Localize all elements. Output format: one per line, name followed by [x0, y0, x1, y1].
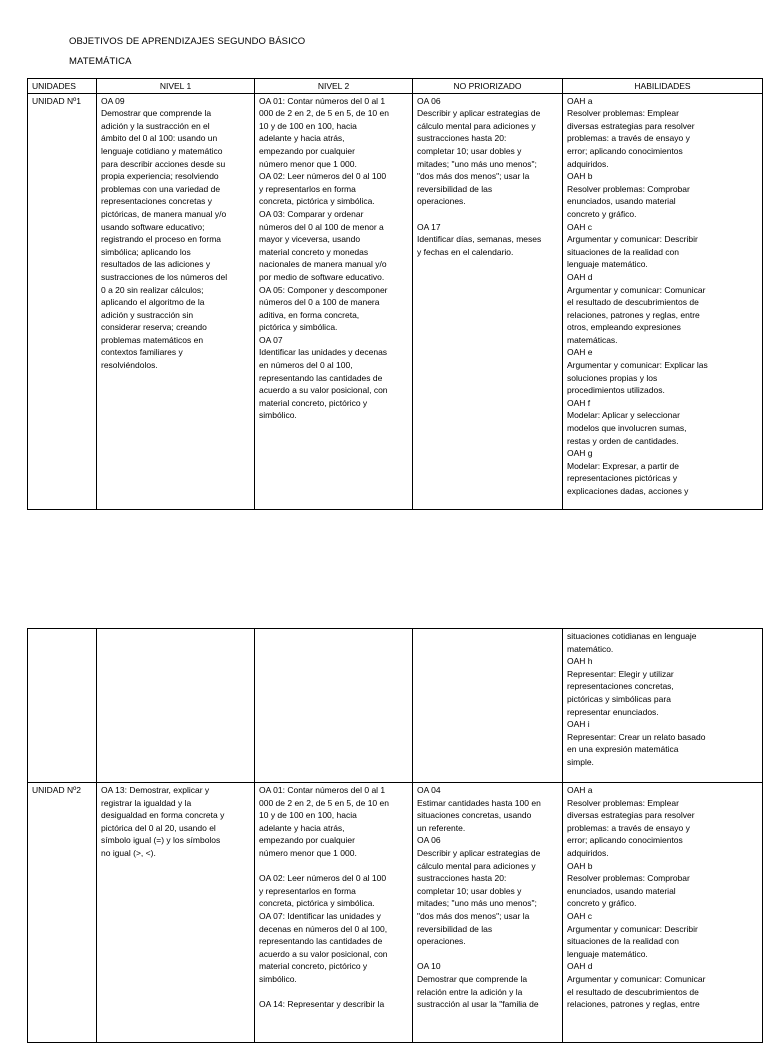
cell-text-line: considerar reserva; creando	[101, 322, 207, 333]
nivel-1-cell	[97, 629, 255, 783]
no-priorizado-cell	[413, 783, 563, 1043]
cell-text-line: por medio de software educativo.	[259, 271, 385, 282]
cell-text-line: modelos que involucren sumas,	[567, 423, 687, 434]
cell-text-line: relación entre la adición y la	[417, 986, 523, 997]
cell-text-line: simple.	[567, 756, 594, 767]
cell-text-line: 0 a 20 sin realizar cálculos;	[101, 284, 204, 295]
cell-text-line: completar 10; usar dobles y	[417, 145, 522, 156]
cell-text-line: Demostrar que comprende la	[101, 108, 212, 119]
cell-text-line: otros, empleando expresiones	[567, 322, 681, 333]
cell-text-line: diversas estrategias para resolver	[567, 810, 695, 821]
cell-text-line: cálculo mental para adiciones y	[417, 860, 536, 871]
cell-text-line: acuerdo a su valor posicional, con	[259, 948, 388, 959]
cell-text-line: "dos más dos menos"; usar la	[417, 171, 530, 182]
cell-text-line: matemático.	[567, 643, 614, 654]
nivel-2-cell	[255, 783, 413, 1043]
objectives-table-page-2	[27, 628, 763, 1043]
cell-text-line: OA 03: Comparar y ordenar	[259, 208, 364, 219]
nivel-2-cell	[255, 629, 413, 783]
cell-text-line: Describir y aplicar estrategias de	[417, 847, 541, 858]
cell-text-line: simbólico.	[259, 410, 297, 421]
no-priorizado-cell	[413, 629, 563, 783]
cell-text-line: OA 02: Leer números del 0 al 100	[259, 873, 387, 884]
cell-text-line: problemas con una variedad de	[101, 183, 221, 194]
cell-text-line: adquiridos.	[567, 847, 609, 858]
column-header-nivel-2: NIVEL 2	[255, 79, 413, 94]
cell-text-line: OA 01: Contar números del 0 al 1	[259, 785, 386, 795]
cell-text-line: operaciones.	[417, 936, 466, 947]
cell-text-line: representando las cantidades de	[259, 372, 383, 383]
cell-text-line: operaciones.	[417, 196, 466, 207]
cell-text-line: representar enunciados.	[567, 706, 659, 717]
cell-text-line: Representar: Crear un relato basado	[567, 731, 706, 742]
nivel-2-cell	[255, 93, 413, 509]
cell-text-line: números del 0 a 100 de manera	[259, 297, 380, 308]
cell-text-line: mayor y viceversa, usando	[259, 234, 361, 245]
cell-text-line: contextos familiares y	[101, 347, 183, 358]
cell-text-line: sustracciones hasta 20:	[417, 873, 507, 884]
cell-text-line: Argumentar y comunicar: Explicar las	[567, 360, 708, 371]
cell-text-line: representaciones pictóricas y	[567, 473, 678, 484]
cell-text-line: OA 10	[417, 961, 441, 972]
unit-name-cell	[28, 629, 97, 783]
cell-text-line: registrar la igualdad y la	[101, 797, 192, 808]
cell-text-line: y fechas en el calendario.	[417, 246, 514, 257]
cell-text-line: nacionales de manera manual y/o	[259, 259, 387, 270]
cell-text-line: OA 07: Identificar las unidades y	[259, 910, 381, 921]
cell-text-line: no igual (>, <).	[101, 847, 156, 858]
cell-text-line: material concreto y monedas	[259, 246, 369, 257]
cell-text-line: enunciados, usando material	[567, 885, 676, 896]
cell-text-line: desigualdad en forma concreta y	[101, 810, 225, 821]
cell-text-line: empezando por cualquier	[259, 835, 355, 846]
column-header-nivel-1: NIVEL 1	[97, 79, 255, 94]
cell-text-line: material concreto, pictórico y	[259, 961, 368, 972]
cell-text-line: OA 09	[101, 95, 125, 106]
cell-text-line: y representarlos en forma	[259, 183, 356, 194]
cell-text-line: y representarlos en forma	[259, 885, 356, 896]
cell-text-line: OA 06	[417, 95, 441, 106]
cell-text-line: OA 01: Contar números del 0 al 1	[259, 95, 386, 106]
cell-text-line: relaciones, patrones y reglas, entre	[567, 309, 700, 320]
cell-text-line: simbólico.	[259, 973, 297, 984]
cell-text-line: número menor que 1 000.	[259, 158, 357, 169]
cell-text-line: sustracción al usar la "familia de	[417, 999, 539, 1010]
cell-text-line: Argumentar y comunicar: Describir	[567, 923, 698, 934]
cell-text-line: Modelar: Aplicar y seleccionar	[567, 410, 680, 421]
cell-text-line: sustracciones hasta 20:	[417, 133, 507, 144]
cell-text-line: OAH b	[567, 171, 593, 182]
cell-text-line: número menor que 1 000.	[259, 847, 357, 858]
cell-text-line: adición y la sustracción en el	[101, 120, 210, 131]
cell-text-line: el resultado de descubrimientos de	[567, 297, 699, 308]
cell-text-line: en números del 0 al 100,	[259, 360, 353, 371]
cell-text-line: reversibilidad de las	[417, 923, 493, 934]
cell-text-line: mitades; "uno más uno menos";	[417, 898, 537, 909]
cell-text-line: representaciones concretas,	[567, 681, 674, 692]
cell-text-line: concreta, pictórica y simbólica.	[259, 898, 375, 909]
cell-text-line: adelante y hacia atrás,	[259, 133, 345, 144]
unit-name-cell: UNIDAD Nº2	[28, 783, 97, 1043]
cell-text-line: situaciones concretas, usando	[417, 810, 532, 821]
cell-text-line: Representar: Elegir y utilizar	[567, 668, 674, 679]
cell-text-line: cálculo mental para adiciones y	[417, 120, 536, 131]
cell-text-line: símbolo igual (=) y los símbolos	[101, 835, 221, 846]
cell-text-line: ámbito del 0 al 100: usando un	[101, 133, 218, 144]
cell-text-line: decenas en números del 0 al 100,	[259, 923, 388, 934]
cell-text-line: 000 de 2 en 2, de 5 en 5, de 10 en	[259, 108, 389, 119]
cell-text-line: Identificar días, semanas, meses	[417, 234, 542, 245]
cell-text-line: OA 04	[417, 785, 441, 795]
unit-name-cell: UNIDAD Nº1	[28, 93, 97, 509]
cell-text-line: OAH e	[567, 347, 593, 358]
blank-line	[417, 208, 558, 221]
cell-text-line: resultados de las adiciones y	[101, 259, 211, 270]
cell-text-line: representando las cantidades de	[259, 936, 383, 947]
nivel-1-cell	[97, 783, 255, 1043]
cell-text-line: completar 10; usar dobles y	[417, 885, 522, 896]
cell-text-line: "dos más dos menos"; usar la	[417, 910, 530, 921]
cell-text-line: procedimientos utilizados.	[567, 385, 665, 396]
document-subject: MATEMÁTICA	[69, 56, 132, 67]
cell-text-line: usando software educativo;	[101, 221, 205, 232]
no-priorizado-cell	[413, 93, 563, 509]
cell-text-line: relaciones, patrones y reglas, entre	[567, 999, 700, 1010]
cell-text-line: diversas estrategias para resolver	[567, 120, 695, 131]
cell-text-line: concreta, pictórica y simbólica.	[259, 196, 375, 207]
cell-text-line: OA 06	[417, 835, 441, 846]
cell-text-line: Resolver problemas: Emplear	[567, 797, 679, 808]
cell-text-line: OA 07	[259, 334, 283, 345]
cell-text-line: mitades; "uno más uno menos";	[417, 158, 537, 169]
column-header-habilidades: HABILIDADES	[563, 79, 763, 94]
cell-text-line: 10 y de 100 en 100, hacia	[259, 120, 357, 131]
cell-text-line: OAH h	[567, 656, 593, 667]
cell-text-line: Modelar: Expresar, a partir de	[567, 460, 679, 471]
column-header-no-priorizado: NO PRIORIZADO	[413, 79, 563, 94]
cell-text-line: 000 de 2 en 2, de 5 en 5, de 10 en	[259, 797, 389, 808]
cell-text-line: lenguaje cotidiano y matemático	[101, 145, 223, 156]
cell-text-line: pictórica del 0 al 20, usando el	[101, 822, 216, 833]
cell-text-line: enunciados, usando material	[567, 196, 676, 207]
cell-text-line: pictórica y simbólica.	[259, 322, 338, 333]
cell-text-line: Resolver problemas: Emplear	[567, 108, 679, 119]
cell-text-line: OAH c	[567, 221, 593, 232]
cell-text-line: explicaciones dadas, acciones y	[567, 486, 689, 496]
cell-text-line: situaciones cotidianas en lenguaje	[567, 631, 697, 641]
cell-text-line: concreto y gráfico.	[567, 898, 637, 909]
cell-text-line: problemas: a través de ensayo y	[567, 133, 690, 144]
habilidades-cell	[563, 629, 763, 783]
cell-text-line: situaciones de la realidad con	[567, 246, 679, 257]
cell-text-line: soluciones propias y los	[567, 372, 658, 383]
cell-text-line: error; aplicando conocimientos	[567, 145, 683, 156]
objectives-table-page-1	[27, 78, 763, 510]
table-header-row	[28, 79, 763, 94]
cell-text-line: registrando el proceso en forma	[101, 234, 222, 245]
cell-text-line: OAH i	[567, 719, 590, 730]
blank-line	[259, 860, 408, 873]
cell-text-line: propia experiencia; resolviendo	[101, 171, 219, 182]
table-row-continuation	[28, 629, 763, 783]
cell-text-line: OA 17	[417, 221, 441, 232]
cell-text-line: reversibilidad de las	[417, 183, 493, 194]
cell-text-line: simbólica; aplicando los	[101, 246, 191, 257]
cell-text-line: un referente.	[417, 822, 466, 833]
cell-text-line: OAH b	[567, 860, 593, 871]
cell-text-line: problemas: a través de ensayo y	[567, 822, 690, 833]
cell-text-line: 10 y de 100 en 100, hacia	[259, 810, 357, 821]
cell-text-line: en una expresión matemática	[567, 744, 679, 755]
cell-text-line: OAH d	[567, 271, 593, 282]
cell-text-line: OAH a	[567, 95, 593, 106]
cell-text-line: lenguaje matemático.	[567, 259, 648, 270]
cell-text-line: material concreto, pictórico y	[259, 397, 368, 408]
cell-text-line: Resolver problemas: Comprobar	[567, 183, 690, 194]
cell-text-line: Argumentar y comunicar: Describir	[567, 234, 698, 245]
cell-text-line: restas y orden de cantidades.	[567, 435, 679, 446]
cell-text-line: adelante y hacia atrás,	[259, 822, 345, 833]
cell-text-line: sustracciones de los números del	[101, 271, 228, 282]
cell-text-line: aditiva, en forma concreta,	[259, 309, 360, 320]
nivel-1-cell	[97, 93, 255, 509]
cell-text-line: Argumentar y comunicar: Comunicar	[567, 973, 706, 984]
cell-text-line: empezando por cualquier	[259, 145, 355, 156]
document-title: OBJETIVOS DE APRENDIZAJES SEGUNDO BÁSICO	[69, 36, 306, 47]
cell-text-line: Describir y aplicar estrategias de	[417, 108, 541, 119]
cell-text-line: OAH f	[567, 397, 591, 408]
table-row-unidad-2	[28, 783, 763, 1043]
cell-text-line: OAH c	[567, 910, 593, 921]
cell-text-line: OAH a	[567, 785, 593, 795]
cell-text-line: adición y sustracción sin	[101, 309, 194, 320]
habilidades-cell	[563, 783, 763, 1043]
cell-text-line: problemas matemáticos en	[101, 334, 204, 345]
cell-text-line: OAH g	[567, 448, 593, 459]
cell-text-line: Demostrar que comprende la	[417, 973, 528, 984]
cell-text-line: Argumentar y comunicar: Comunicar	[567, 284, 706, 295]
cell-text-line: lenguaje matemático.	[567, 948, 648, 959]
cell-text-line: aplicando el algoritmo de la	[101, 297, 205, 308]
blank-line	[417, 948, 558, 961]
cell-text-line: para describir acciones desde su	[101, 158, 226, 169]
cell-text-line: Identificar las unidades y decenas	[259, 347, 388, 358]
cell-text-line: error; aplicando conocimientos	[567, 835, 683, 846]
cell-text-line: OAH d	[567, 961, 593, 972]
habilidades-cell	[563, 93, 763, 509]
cell-text-line: adquiridos.	[567, 158, 609, 169]
cell-text-line: acuerdo a su valor posicional, con	[259, 385, 388, 396]
cell-text-line: OA 14: Representar y describir la	[259, 999, 385, 1010]
cell-text-line: situaciones de la realidad con	[567, 936, 679, 947]
cell-text-line: Resolver problemas: Comprobar	[567, 873, 690, 884]
cell-text-line: números del 0 al 100 de menor a	[259, 221, 384, 232]
cell-text-line: Estimar cantidades hasta 100 en	[417, 797, 541, 808]
cell-text-line: el resultado de descubrimientos de	[567, 986, 699, 997]
table-row-unidad-1	[28, 93, 763, 509]
cell-text-line: OA 13: Demostrar, explicar y	[101, 785, 210, 795]
cell-text-line: OA 05: Componer y descomponer	[259, 284, 388, 295]
cell-text-line: representaciones concretas y	[101, 196, 213, 207]
cell-text-line: matemáticas.	[567, 334, 618, 345]
blank-line	[259, 986, 408, 999]
cell-text-line: concreto y gráfico.	[567, 208, 637, 219]
cell-text-line: resolviéndolos.	[101, 360, 158, 371]
cell-text-line: pictóricas, de manera manual y/o	[101, 208, 227, 219]
cell-text-line: pictóricas y simbólicas para	[567, 693, 671, 704]
cell-text-line: OA 02: Leer números del 0 al 100	[259, 171, 387, 182]
column-header-unidades: UNIDADES	[28, 79, 97, 94]
